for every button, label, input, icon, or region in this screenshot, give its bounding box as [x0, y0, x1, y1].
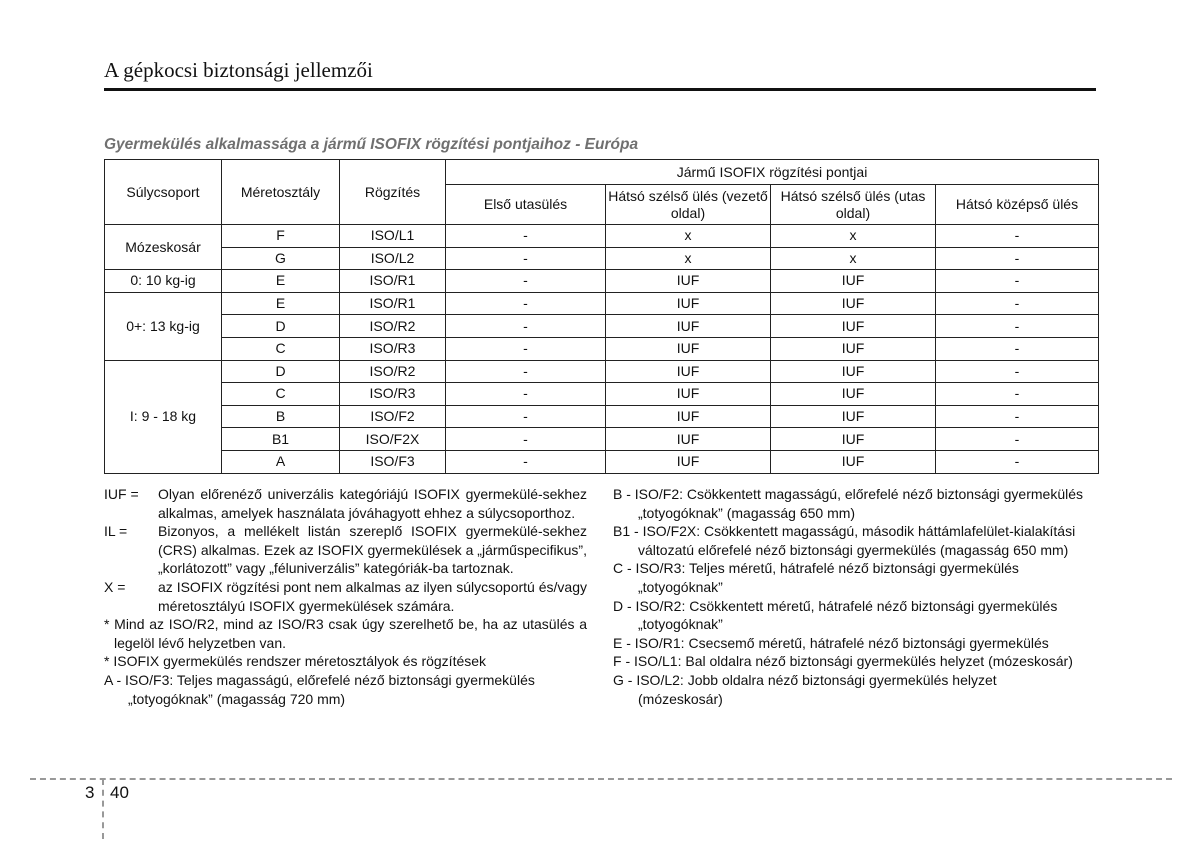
rear-center-cell: -	[936, 428, 1099, 451]
table-row	[105, 450, 1099, 473]
rear-center-cell: -	[936, 337, 1099, 360]
table-row	[105, 405, 1099, 428]
size-class-cell: F	[222, 225, 340, 248]
table-caption: Gyermekülés alkalmassága a jármű ISOFIX rögzítési pontjaihoz - Európa	[104, 136, 639, 153]
size-class-cell: D	[222, 315, 340, 338]
rear-center-cell: -	[936, 360, 1099, 383]
header-fixture: Rögzítés	[340, 160, 446, 225]
rear-outer-passenger-cell: x	[771, 247, 936, 270]
definition-x	[104, 578, 587, 615]
header-weight-group: Súlycsoport	[105, 160, 222, 225]
fixture-cell: ISO/F2	[340, 405, 446, 428]
size-class-item-d: D - ISO/R2: Csökkentett méretű, hátrafelé néző biztonsági gyermekülés „totyogóknak”	[613, 597, 1058, 633]
size-class-cell: A	[222, 450, 340, 473]
header-rear-outer-passenger: Hátsó szélső ülés (utas oldal)	[771, 185, 936, 225]
size-class-cell: E	[222, 270, 340, 293]
rear-center-cell: -	[936, 225, 1099, 248]
size-class-cell: B1	[222, 428, 340, 451]
table-row	[105, 360, 1099, 383]
rear-outer-driver-cell: IUF	[606, 270, 771, 293]
rear-center-cell: -	[936, 405, 1099, 428]
asterisk-note-fitting: * Mind az ISO/R2, mind az ISO/R3 csak úgy szerelhető be, ha az utasülés a legelöl lévő helyzetben van.	[104, 616, 587, 651]
definition-key: X =	[104, 578, 126, 595]
front-seat-cell: -	[446, 292, 606, 315]
rear-outer-driver-cell: IUF	[606, 360, 771, 383]
fixture-cell: ISO/R2	[340, 360, 446, 383]
fixture-cell: ISO/F3	[340, 450, 446, 473]
rear-center-cell: -	[936, 247, 1099, 270]
header-positions-group: Jármű ISOFIX rögzítési pontjai	[446, 160, 1099, 185]
rear-outer-passenger-cell: IUF	[771, 270, 936, 293]
fixture-cell: ISO/R1	[340, 270, 446, 293]
fixture-cell: ISO/R1	[340, 292, 446, 315]
front-seat-cell: -	[446, 225, 606, 248]
rear-outer-passenger-cell: IUF	[771, 360, 936, 383]
front-seat-cell: -	[446, 405, 606, 428]
definition-il	[104, 522, 587, 578]
rear-center-cell: -	[936, 270, 1099, 293]
rear-center-cell: -	[936, 292, 1099, 315]
size-class-cell: G	[222, 247, 340, 270]
size-class-cell: C	[222, 337, 340, 360]
fixture-cell: ISO/R3	[340, 337, 446, 360]
table-body	[105, 225, 1099, 474]
definition-iuf	[104, 485, 587, 522]
footer-vertical-divider	[102, 779, 104, 839]
front-seat-cell: -	[446, 247, 606, 270]
rear-outer-passenger-cell: IUF	[771, 405, 936, 428]
size-class-item-a: A - ISO/F3: Teljes magasságú, előrefelé néző biztonsági gyermekülés „totyogóknak” (magasság 720 mm)	[104, 671, 535, 707]
front-seat-cell: -	[446, 270, 606, 293]
rear-outer-driver-cell: IUF	[606, 428, 771, 451]
weight-group-cell: I: 9 - 18 kg	[105, 360, 222, 473]
front-seat-cell: -	[446, 428, 606, 451]
table-row	[105, 292, 1099, 315]
table-row	[105, 337, 1099, 360]
size-class-item-b1: B1 - ISO/F2X: Csökkentett magasságú, második háttámlafelület-kialakítási változatú előrefelé néző biztonsági gyermekülés (magasság 650 mm)	[613, 523, 1076, 558]
fixture-cell: ISO/L2	[340, 247, 446, 270]
size-class-cell: B	[222, 405, 340, 428]
table-row	[105, 383, 1099, 406]
size-class-cell: C	[222, 383, 340, 406]
rear-outer-driver-cell: IUF	[606, 383, 771, 406]
size-class-item-b: B - ISO/F2: Csökkentett magasságú, előrefelé néző biztonsági gyermekülés „totyogóknak” (magasság 650 mm)	[613, 486, 1084, 521]
header-front-seat: Első utasülés	[446, 185, 606, 225]
weight-group-cell: 0: 10 kg-ig	[105, 270, 222, 293]
page-number: 40	[110, 783, 129, 802]
definition-text: Olyan előrenéző univerzális kategóriájú ISOFIX gyermekülé-sekhez alkalmas, amelyek használata jóváhagyott ehhez a súlycsoporthoz.	[158, 486, 587, 521]
rear-outer-passenger-cell: x	[771, 225, 936, 248]
size-class-item-c: C - ISO/R3: Teljes méretű, hátrafelé néző biztonsági gyermekülés „totyogóknak”	[613, 560, 1019, 595]
size-class-cell: D	[222, 360, 340, 383]
rear-center-cell: -	[936, 383, 1099, 406]
size-class-cell: E	[222, 292, 340, 315]
table-row	[105, 315, 1099, 338]
section-title: A gépkocsi biztonsági jellemzői	[104, 58, 373, 82]
footer-divider	[30, 778, 1172, 780]
header-rear-outer-driver: Hátsó szélső ülés (vezető oldal)	[606, 185, 771, 225]
fixture-cell: ISO/R2	[340, 315, 446, 338]
front-seat-cell: -	[446, 360, 606, 383]
rear-outer-passenger-cell: IUF	[771, 450, 936, 473]
fixture-cell: ISO/R3	[340, 383, 446, 406]
table-row	[105, 270, 1099, 293]
definition-key: IL =	[104, 523, 128, 540]
definition-key: IUF =	[104, 486, 139, 502]
rear-outer-driver-cell: IUF	[606, 292, 771, 315]
size-class-item-g: G - ISO/L2: Jobb oldalra néző biztonsági gyermekülés helyzet (mózeskosár)	[613, 671, 997, 707]
rear-outer-passenger-cell: IUF	[771, 315, 936, 338]
title-rule	[104, 88, 1096, 91]
chapter-number: 3	[85, 783, 95, 802]
fixture-cell: ISO/F2X	[340, 428, 446, 451]
asterisk-note-classes: * ISOFIX gyermekülés rendszer méretosztályok és rögzítések	[104, 653, 487, 670]
rear-outer-passenger-cell: IUF	[771, 428, 936, 451]
front-seat-cell: -	[446, 450, 606, 473]
header-size-class: Méretosztály	[222, 160, 340, 225]
notes-left	[104, 485, 587, 708]
front-seat-cell: -	[446, 337, 606, 360]
fixture-cell: ISO/L1	[340, 225, 446, 248]
notes-right	[613, 485, 1083, 708]
table-row	[105, 428, 1099, 451]
table-row	[105, 225, 1099, 248]
isofix-table	[104, 159, 1099, 474]
size-class-item-f: F - ISO/L1: Bal oldalra néző biztonsági gyermekülés helyzet (mózeskosár)	[613, 653, 1073, 670]
front-seat-cell: -	[446, 383, 606, 406]
rear-outer-driver-cell: IUF	[606, 450, 771, 473]
header-rear-center: Hátsó középső ülés	[936, 185, 1099, 225]
rear-outer-driver-cell: IUF	[606, 405, 771, 428]
rear-outer-driver-cell: x	[606, 247, 771, 270]
rear-outer-passenger-cell: IUF	[771, 383, 936, 406]
rear-outer-driver-cell: IUF	[606, 337, 771, 360]
definition-text: az ISOFIX rögzítési pont nem alkalmas az ilyen súlycsoportú és/vagy méretosztályú ISOFIX gyermekülések számára.	[158, 578, 587, 614]
weight-group-cell: Mózeskosár	[105, 225, 222, 270]
rear-center-cell: -	[936, 450, 1099, 473]
rear-outer-driver-cell: IUF	[606, 315, 771, 338]
rear-center-cell: -	[936, 315, 1099, 338]
size-class-item-e: E - ISO/R1: Csecsemő méretű, hátrafelé néző biztonsági gyermekülés	[613, 634, 1049, 651]
table-row	[105, 247, 1099, 270]
rear-outer-driver-cell: x	[606, 225, 771, 248]
definition-text: Bizonyos, a mellékelt listán szereplő ISOFIX gyermekülé-sekhez (CRS) alkalmas. Ezek az ISOFIX gyermekülések a „járműspecifikus”, „korlátozott” vagy „féluniverzális” kategóriák-ba tartoznak.	[158, 523, 587, 577]
rear-outer-passenger-cell: IUF	[771, 337, 936, 360]
rear-outer-passenger-cell: IUF	[771, 292, 936, 315]
front-seat-cell: -	[446, 315, 606, 338]
weight-group-cell: 0+: 13 kg-ig	[105, 292, 222, 360]
